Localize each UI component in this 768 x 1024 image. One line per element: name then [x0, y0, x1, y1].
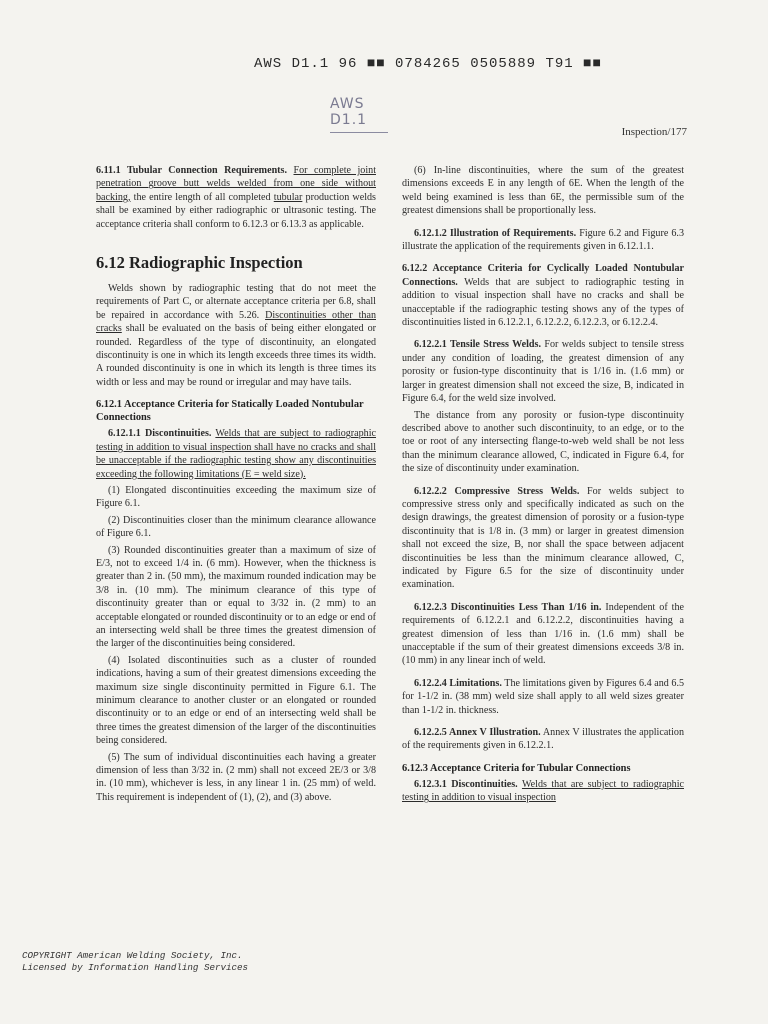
paragraph-6-12-intro: Welds shown by radiographic testing that do not meet the requirements of Part C, or alternate acceptance criteria per 6.8, shall be repaired in accordance with 5.26. Discontinuities other than cracks shall be evaluated on the basis of being either elongated or rounded. Regardless of the type of discontinuity, an elongated discontinuity is one in which its length exceeds three times its width. A rounded discontinuity is one in which its length is three times its width or less and may be round or irregular and may have tails. [96, 283, 376, 388]
handwritten-annotation: AWS D1.1 [330, 96, 388, 133]
list-item-5: (5) The sum of individual discontinuities each having a greater dimension of less than 3/32 in. (2 mm) shall not exceed 2E/3 or 3/8 in. (10 mm), whichever is less, in any linear 1 in. (25 mm) of weld. This requirement is independent of (1), (2), and (3) above. [96, 751, 376, 803]
paragraph-6-12-2-3: 6.12.2.3 Discontinuities Less Than 1/16 in. Independent of the requirements of 6.12.2.1 and 6.12.2.2, discontinuities having a greatest dimension of less than 1/16 in. (1.6 mm) shall be unacceptable if the sum of their greatest dimensions exceeds 3/8 in. (10 mm) in any linear inch of weld. [402, 601, 684, 667]
list-item-3: (3) Rounded discontinuities greater than a maximum of size of E/3, not to exceed 1/4 in. (6 mm). However, when the thickness is greater than 2 in. (50 mm), the maximum rounded indication may be 3/8 in. (10 mm). The minimum clearance of this type of discontinuity greater than or equal to 3/32 in. (2 mm) to an acceptable elongated or rounded discontinuity or to an edge or end of an intersecting weld shall be three times the greatest dimension of the larger of the discontinuities being considered. [96, 544, 377, 650]
heading-6-12-1: 6.12.1 Acceptance Criteria for Statically Loaded Nontubular Connections [96, 399, 364, 424]
paragraph-6-12-2-1-b: The distance from any porosity or fusion-type discontinuity described above to another such discontinuity, to an edge, or to the toe or root of any intersecting flange-to-web weld shall be not less than the minimum clearance allowed, C, indicated in Figure 6.4, for the size of discontinuity under examination. [402, 409, 684, 475]
paragraph-6-12-2-2: 6.12.2.2 Compressive Stress Welds. For welds subject to compressive stress only and specifically indicated as such on the design drawings, the greatest dimension of porosity or a fusion-type discontinuity that is 1/8 in. (3 mm) or larger in greatest dimension shall not exceed the size, B, nor shall the space between adjacent discontinuities be less than the minimum clearance allowed, C, indicated by Figure 6.5 for the size of discontinuity under examination. [402, 485, 684, 591]
paragraph-6-12-2-5: 6.12.2.5 Annex V Illustration. Annex V illustrates the application of the requirements given in 6.12.2.1. [402, 727, 685, 752]
section-title-6-11-1: 6.11.1 Tubular Connection Requirements. [96, 165, 287, 176]
left-column [96, 164, 376, 807]
paragraph-6-12-1-1: 6.12.1.1 Discontinuities. Welds that are subject to radiographic testing in addition to visual inspection shall have no cracks and shall be unacceptable if the radiographic testing show any discontinuities exceeding the following limitations (E = weld size). [96, 428, 377, 480]
document-code-header: AWS D1.1 96 ■■ 0784265 0505889 T91 ■■ [254, 56, 602, 72]
paragraph-6-12-2-4: 6.12.2.4 Limitations. The limitations given by Figures 6.4 and 6.5 for 1-1/2 in. (38 mm) weld size shall apply to all weld sizes greater than 1-1/2 in. thickness. [402, 677, 685, 716]
paragraph-6-12-2: 6.12.2 Acceptance Criteria for Cyclically Loaded Nontubular Connections. Welds that are subject to radiographic testing in addition to visual inspection shall have no cracks and shall be unacceptable if the radiographic testing shows any of the types of discontinuities listed in 6.12.2.1, 6.12.2.2, 6.12.2.3, or 6.12.2.4. [402, 263, 684, 329]
heading-6-12-3: 6.12.3 Acceptance Criteria for Tubular Connections [402, 762, 631, 774]
list-item-1: (1) Elongated discontinuities exceeding the maximum size of Figure 6.1. [96, 484, 376, 510]
copyright-footer [22, 950, 248, 974]
page-number: Inspection/177 [621, 126, 687, 138]
heading-6-12: 6.12 Radiographic Inspection [96, 253, 303, 273]
footer-line-2: Licensed by Information Handling Services [22, 962, 249, 973]
paragraph-6-11-1: 6.11.1 Tubular Connection Requirements. For complete joint penetration groove butt welds welded from one side without backing, the entire length of all completed tubular production welds shall be examined by either radiographic or ultrasonic testing. The acceptance criteria shall conform to 6.12.3 or 6.13.3 as applicable. [96, 165, 376, 230]
list-item-4: (4) Isolated discontinuities such as a cluster of rounded indications, having a sum of their greatest dimensions exceeding the maximum size single discontinuity permitted in Figure 6.1. The minimum clearance to another cluster or an elongated or rounded discontinuity or to an edge or end of an intersecting weld shall be three times the greatest dimension of the larger of the discontinuities being considered. [96, 654, 376, 747]
paragraph-6-12-3-1: 6.12.3.1 Discontinuities. Welds that are subject to radiographic testing in addition to visual inspection [402, 778, 684, 804]
footer-line-1: COPYRIGHT American Welding Society, Inc. [22, 950, 243, 961]
right-column [402, 164, 684, 808]
list-item-6: (6) In-line discontinuities, where the sum of the greatest dimensions exceeds E in any length of 6E. When the length of the weld being examined is less than 6E, the permissible sum of the greatest dimensions shall be proportionally less. [402, 165, 684, 217]
paragraph-6-12-1-2: 6.12.1.2 Illustration of Requirements. Figure 6.2 and Figure 6.3 illustrate the application of the requirements given in 6.12.1.1. [402, 227, 684, 253]
paragraph-6-12-2-1: 6.12.2.1 Tensile Stress Welds. For welds subject to tensile stress under any condition of loading, the greatest dimension of any porosity or fusion-type discontinuity that is 1/16 in. (1.6 mm) or larger in greatest dimension shall not exceed the size, B, indicated in Figure 6.4, for the weld size involved. [402, 339, 684, 405]
list-item-2: (2) Discontinuities closer than the minimum clearance allowance of Figure 6.1. [96, 514, 376, 540]
